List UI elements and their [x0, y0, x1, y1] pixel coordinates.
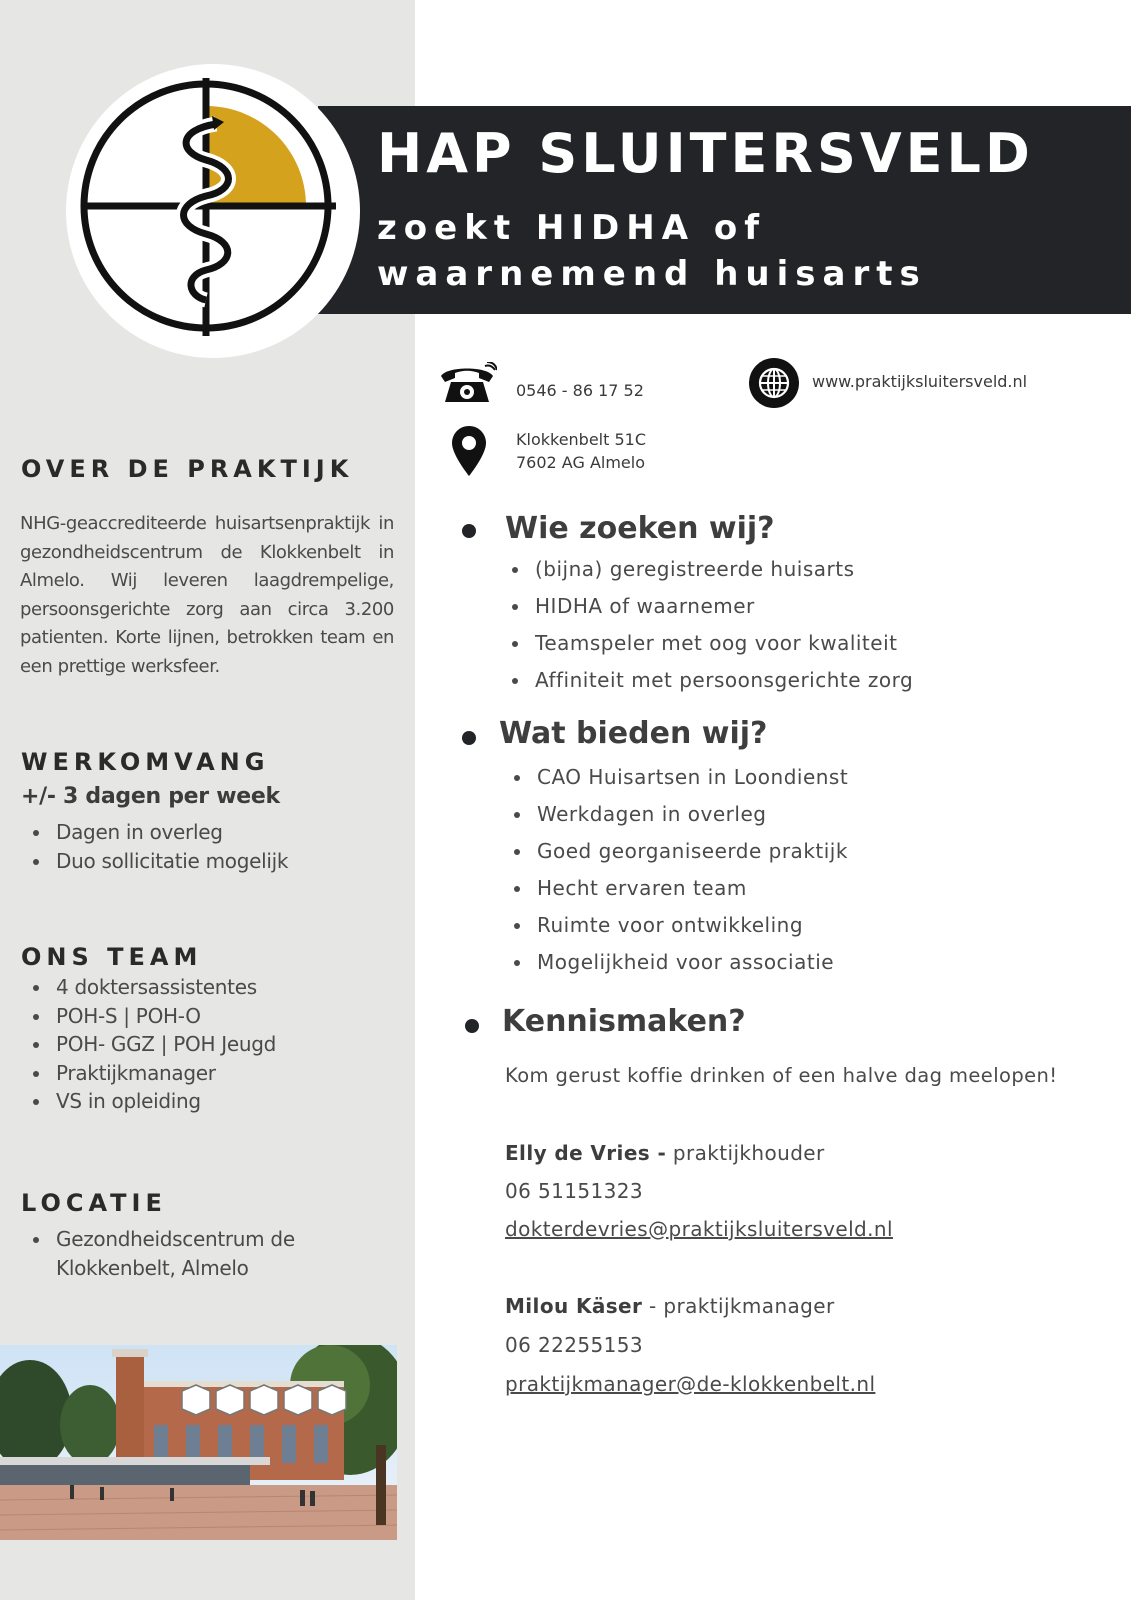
wie-list: [509, 551, 913, 699]
contact2-name: Milou Käser: [505, 1294, 643, 1318]
phone-icon: [437, 362, 497, 410]
list-item: 4 doktersassistentes: [21, 973, 276, 1002]
about-heading: OVER DE PRAKTIJK: [21, 455, 354, 483]
locatie-line-1: Gezondheidscentrum de: [56, 1227, 295, 1251]
list-item: Hecht ervaren team: [511, 870, 848, 907]
werkomvang-list: [21, 818, 288, 875]
werkomvang-heading: WERKOMVANG: [21, 748, 270, 776]
list-item: CAO Huisartsen in Loondienst: [511, 759, 848, 796]
list-item: VS in opleiding: [21, 1087, 276, 1116]
contact1-phone[interactable]: 06 51151323: [505, 1179, 644, 1203]
list-item: Mogelijkheid voor associatie: [511, 944, 848, 981]
list-item: Ruimte voor ontwikkeling: [511, 907, 848, 944]
website-link[interactable]: www.praktijksluitersveld.nl: [812, 372, 1028, 391]
contact1-email-link[interactable]: dokterdevries@praktijksluitersveld.nl: [505, 1217, 893, 1241]
contact2-line: [505, 1294, 835, 1318]
werkomvang-subheading: +/- 3 dagen per week: [21, 784, 280, 809]
location-pin-icon: [451, 425, 487, 481]
practice-logo: [66, 64, 360, 358]
kennis-heading: Kennismaken?: [502, 1004, 746, 1039]
list-item: Duo sollicitatie mogelijk: [21, 847, 288, 876]
locatie-line-2: Klokkenbelt, Almelo: [56, 1255, 249, 1280]
list-item: (bijna) geregistreerde huisarts: [509, 551, 913, 588]
about-text: NHG-geaccrediteerde huisartsenpraktijk in gezondheidscentrum de Klokkenbelt in Almelo. Wij leveren laagdrempelige, persoonsgerichte zorg aan circa 3.200 patienten. Korte lijnen, betrokken team en een prettige werksfeer.: [20, 513, 394, 677]
contact1-line: [505, 1141, 825, 1165]
team-heading: ONS TEAM: [21, 943, 203, 971]
locatie-heading: LOCATIE: [21, 1189, 167, 1217]
bullet-kennis: [465, 1019, 479, 1033]
list-item: Dagen in overleg: [21, 818, 288, 847]
list-item: [21, 1225, 295, 1282]
globe-icon: [748, 357, 800, 413]
list-item: Werkdagen in overleg: [511, 796, 848, 833]
caduceus-cross-logo-icon: [66, 64, 360, 358]
list-item: Praktijkmanager: [21, 1059, 276, 1088]
team-list: [21, 973, 276, 1116]
bullet-wie: [462, 524, 476, 538]
list-item: POH-S | POH-O: [21, 1002, 276, 1031]
address-line-2: 7602 AG Almelo: [516, 453, 646, 472]
list-item: HIDHA of waarnemer: [509, 588, 913, 625]
page-title: HAP SLUITERSVELD: [377, 122, 1034, 185]
contact2-phone[interactable]: 06 22255153: [505, 1333, 644, 1357]
list-item: POH- GGZ | POH Jeugd: [21, 1030, 276, 1059]
bullet-wat: [462, 731, 476, 745]
wie-heading: Wie zoeken wij?: [505, 511, 775, 546]
wat-list: [511, 759, 848, 981]
contact1-name: Elly de Vries -: [505, 1141, 667, 1165]
list-item: Affiniteit met persoonsgerichte zorg: [509, 662, 913, 699]
contact1-role: praktijkhouder: [666, 1141, 825, 1165]
wat-heading: Wat bieden wij?: [499, 716, 768, 751]
contact2-role: - praktijkmanager: [642, 1294, 835, 1318]
address-line-1: Klokkenbelt 51C: [516, 430, 647, 449]
page-subtitle: zoekt HIDHA of waarnemend huisarts: [377, 208, 927, 294]
building-photo: [0, 1345, 397, 1540]
locatie-list: [21, 1225, 295, 1282]
contact2-email-link[interactable]: praktijkmanager@de-klokkenbelt.nl: [505, 1372, 876, 1396]
list-item: Teamspeler met oog voor kwaliteit: [509, 625, 913, 662]
phone-number[interactable]: 0546 - 86 17 52: [516, 381, 644, 400]
kennis-intro: Kom gerust koffie drinken of een halve dag meelopen!: [505, 1064, 1058, 1087]
list-item: Goed georganiseerde praktijk: [511, 833, 848, 870]
